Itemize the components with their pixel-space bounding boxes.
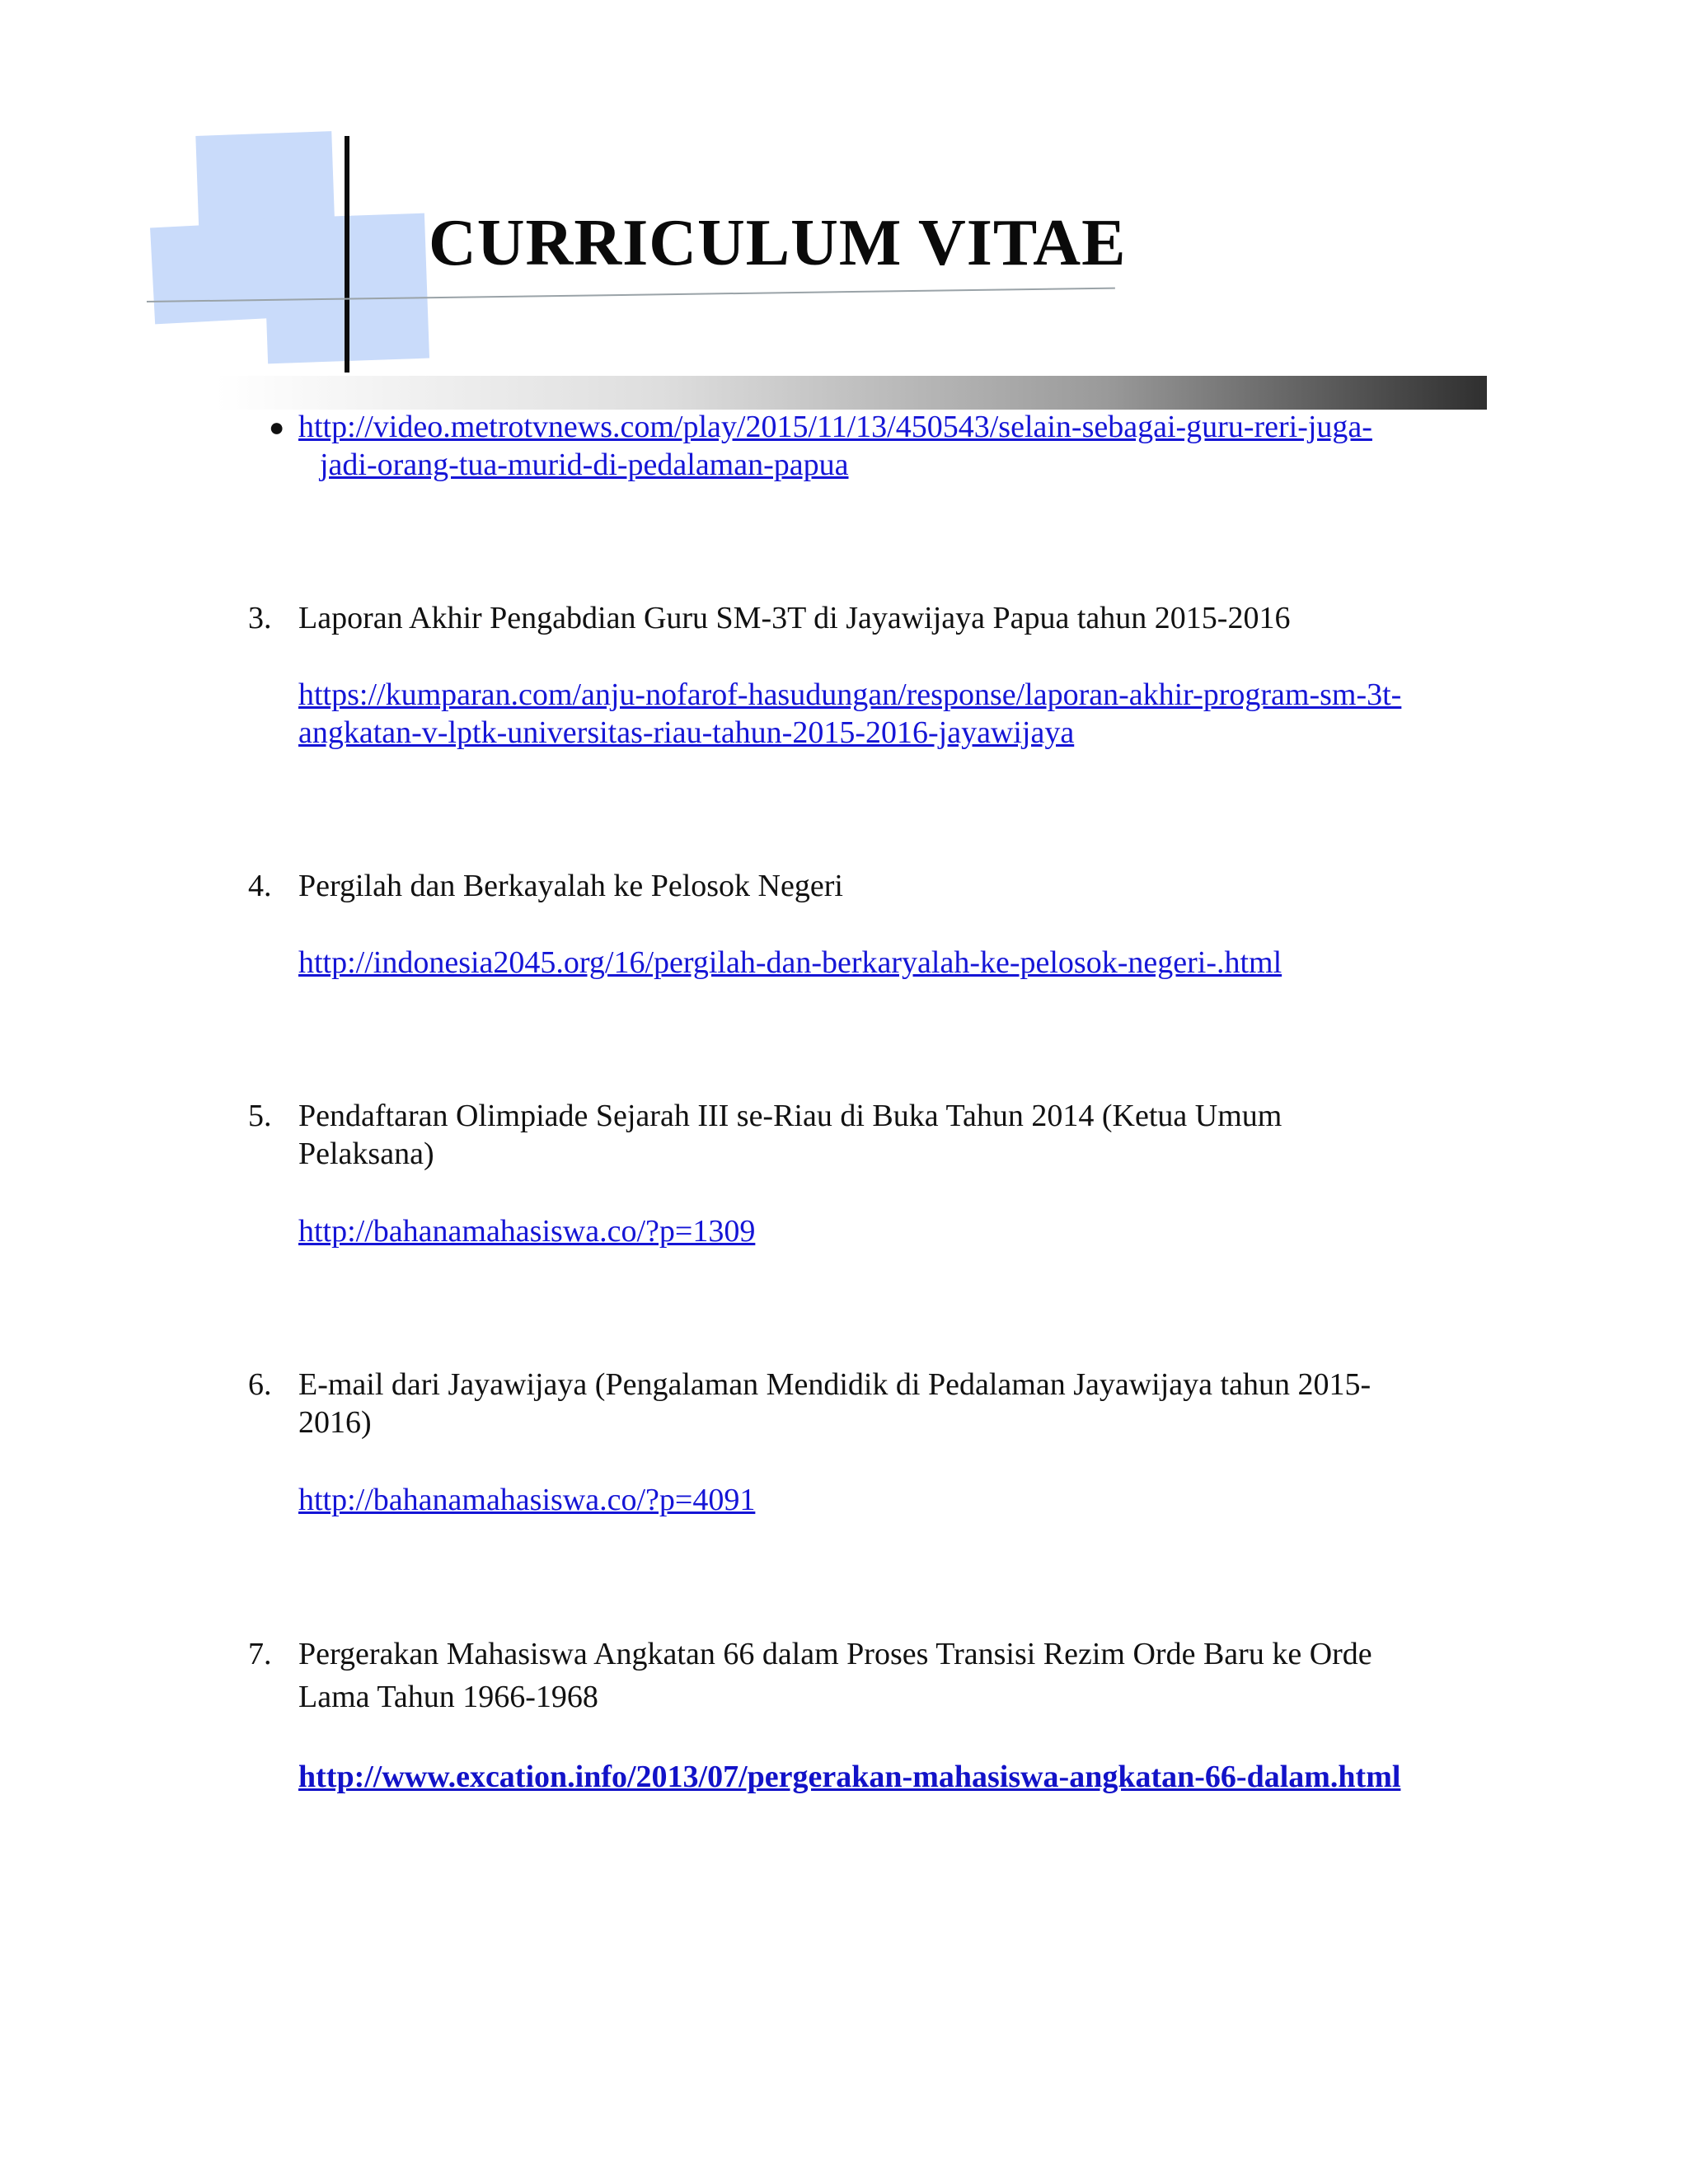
header-vertical-rule <box>345 136 349 373</box>
item-link[interactable]: http://indonesia2045.org/16/pergilah-dan-berkaryalah-ke-pelosok-negeri-.html <box>298 945 1282 980</box>
bullet-icon: ● <box>269 412 285 442</box>
item-title: 2016) <box>298 1405 372 1440</box>
item-link[interactable]: http://www.excation.info/2013/07/pergerakan-mahasiswa-angkatan-66-dalam.html <box>298 1760 1401 1794</box>
item-title: E-mail dari Jayawijaya (Pengalaman Mendidik di Pedalaman Jayawijaya tahun 2015- <box>298 1367 1372 1402</box>
item-title: Pergerakan Mahasiswa Angkatan 66 dalam Proses Transisi Rezim Orde Baru ke Orde <box>298 1637 1372 1671</box>
item-number: 7. <box>248 1637 272 1671</box>
item-link[interactable]: https://kumparan.com/anju-nofarof-hasudungan/response/laporan-akhir-program-sm-3t- <box>298 677 1402 712</box>
item-link[interactable]: http://bahanamahasiswa.co/?p=1309 <box>298 1214 756 1249</box>
item-number: 6. <box>248 1367 272 1402</box>
item-title: Pendaftaran Olimpiade Sejarah III se-Riau di Buka Tahun 2014 (Ketua Umum <box>298 1099 1282 1133</box>
item-link[interactable]: http://bahanamahasiswa.co/?p=4091 <box>298 1483 756 1517</box>
item-number: 3. <box>248 601 272 635</box>
bullet-link-line-2[interactable]: jadi-orang-tua-murid-di-pedalaman-papua <box>320 448 849 482</box>
item-number: 5. <box>248 1099 272 1133</box>
item-title: Lama Tahun 1966-1968 <box>298 1680 598 1714</box>
item-link[interactable]: angkatan-v-lptk-universitas-riau-tahun-2015-2016-jayawijaya <box>298 715 1075 750</box>
bullet-link-line-1[interactable]: http://video.metrotvnews.com/play/2015/11/13/450543/selain-sebagai-guru-reri-juga- <box>298 410 1372 444</box>
item-title: Pergilah dan Berkayalah ke Pelosok Negeri <box>298 869 843 903</box>
item-title: Laporan Akhir Pengabdian Guru SM-3T di Jayawijaya Papua tahun 2015-2016 <box>298 601 1291 635</box>
item-title: Pelaksana) <box>298 1137 434 1171</box>
item-number: 4. <box>248 869 272 903</box>
page-title: CURRICULUM VITAE <box>429 207 1127 279</box>
header-gradient-bar <box>216 376 1487 410</box>
